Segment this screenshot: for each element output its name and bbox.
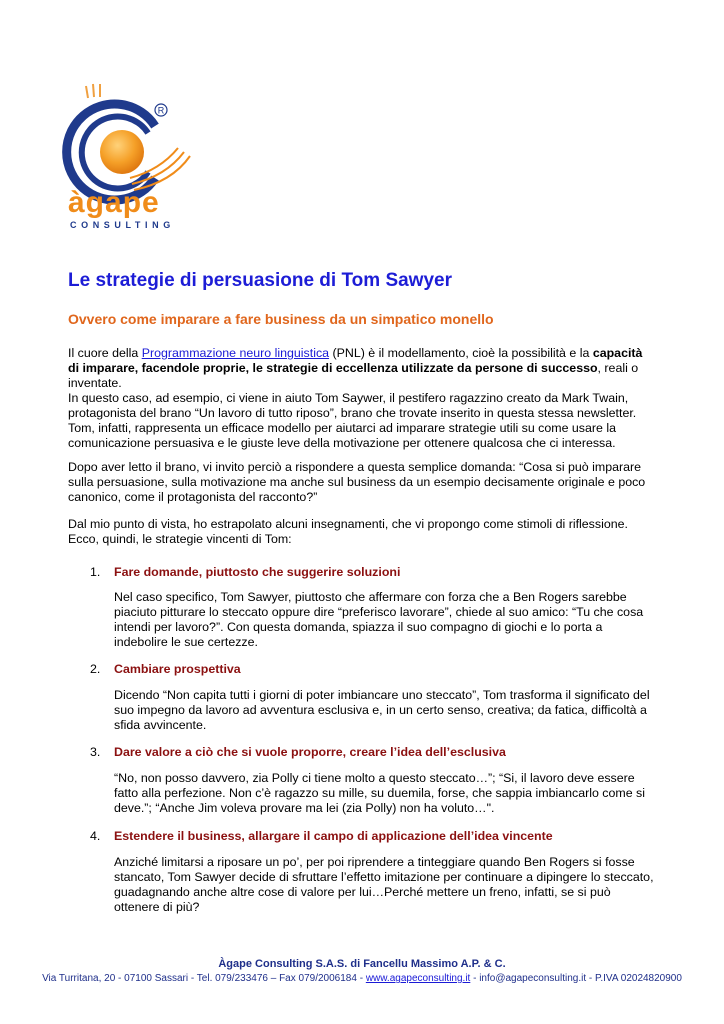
page-title: Le strategie di persuasione di Tom Sawyer (68, 270, 452, 291)
pnl-link[interactable]: Programmazione neuro linguistica (141, 346, 330, 360)
item-title: Cambiare prospettiva (114, 662, 241, 676)
strategy-item-3-heading (90, 745, 506, 759)
intro-paragraph-3: Dopo aver letto il brano, vi invito perciò a rispondere a questa semplice domanda: “Cosa si può imparare sulla persuasione, sulla motivazione ma anche sul business da un esempio decisamente originale e poco canonico, come il protagonista del racconto?” (68, 460, 646, 504)
item-number: 4. (90, 829, 101, 843)
item-title: Fare domande, piuttosto che suggerire soluzioni (114, 565, 401, 579)
item-title: Dare valore a ciò che si vuole proporre, creare l’idea dell’esclusiva (114, 745, 506, 759)
logo-subtitle: CONSULTING (70, 220, 175, 230)
footer-contacts (0, 973, 724, 984)
strategy-item-1-heading (90, 565, 400, 579)
strategy-item-4-heading (90, 829, 553, 843)
intro-bold-text: capacità di imparare, facendole proprie, le strategie di eccellenza utilizzate da persone di successo (68, 346, 643, 375)
intro-text: , reali o inventate. (68, 361, 639, 390)
item-title: Estendere il business, allargare il campo di applicazione dell’idea vincente (114, 829, 553, 843)
registered-mark: R (157, 105, 165, 116)
intro-text: (PNL) è il modellamento, cioè la possibilità e la (329, 346, 593, 360)
footer-email-vat: - info@agapeconsulting.it - P.IVA 02024820900 (470, 973, 682, 984)
logo-wordmark: àgape (68, 186, 160, 219)
page-subtitle: Ovvero come imparare a fare business da un simpatico monello (68, 311, 494, 327)
intro-text: Il cuore della (68, 346, 142, 360)
strategy-item-4-body: Anziché limitarsi a riposare un po’, per poi riprendere a tinteggiare quando Ben Rogers si fosse stancato, Tom Sawyer decide di sfruttare l’effetto imitazione per continuare a dipingere lo steccato, guadagnando anche altre cose di valore per lui…Perché mettere un freno, infatti, se si può ottenere di più? (114, 855, 654, 914)
strategy-item-1-body: Nel caso specifico, Tom Sawyer, piuttosto che affermare con forza che a Ben Rogers sarebbe piaciuto pitturare lo steccato oppure dire “preferisco lavorare”, chiede al suo amico: “Tu che cosa intendi per lavoro?”. Con questa domanda, spiazza il suo compagno di giochi e lo porta a indebolire le sue certezze. (114, 590, 644, 649)
footer-company: Àgape Consulting S.A.S. di Fancellu Massimo A.P. & C. (218, 958, 506, 970)
strategy-item-2-heading (90, 662, 241, 676)
item-number: 3. (90, 745, 101, 759)
intro-paragraph-1 (68, 346, 654, 391)
item-number: 2. (90, 662, 101, 676)
intro-paragraph-4: Dal mio punto di vista, ho estrapolato alcuni insegnamenti, che vi propongo come stimoli di riflessione. Ecco, quindi, le strategie vincenti di Tom: (68, 517, 628, 546)
strategy-item-3-body: “No, non posso davvero, zia Polly ci tiene molto a questo steccato…”; “Si, il lavoro deve essere fatto alla perfezione. Non c’è ragazzo su mille, su duemila, forse, che sappia imbiancarlo come si deve.”; “Anche Jim voleva provare ma lei (zia Polly) non ha voluto…". (114, 771, 645, 815)
footer-address: Via Turritana, 20 - 07100 Sassari - Tel. 079/233476 – Fax 079/2006184 - (42, 973, 366, 984)
intro-paragraph-2: In questo caso, ad esempio, ci viene in aiuto Tom Saywer, il pestifero ragazzino creato da Mark Twain, protagonista del brano “Un lavoro di tutto riposo”, brano che trovate inserito in questa stessa newsletter. Tom, infatti, rappresenta un efficace modello per aiutarci ad imparare strategie utili su come usare la comunicazione persuasiva e le giuste leve della motivazione per ottenere qualcosa che ci interessa. (68, 391, 637, 450)
item-number: 1. (90, 565, 101, 579)
strategy-item-2-body: Dicendo “Non capita tutti i giorni di poter imbiancare uno steccato”, Tom trasforma il significato del suo impegno da lavoro ad avventura esclusiva e, in un certo senso, creativa; da fatica, difficoltà a sfida avvincente. (114, 688, 650, 732)
website-link[interactable]: www.agapeconsulting.it (365, 973, 471, 984)
